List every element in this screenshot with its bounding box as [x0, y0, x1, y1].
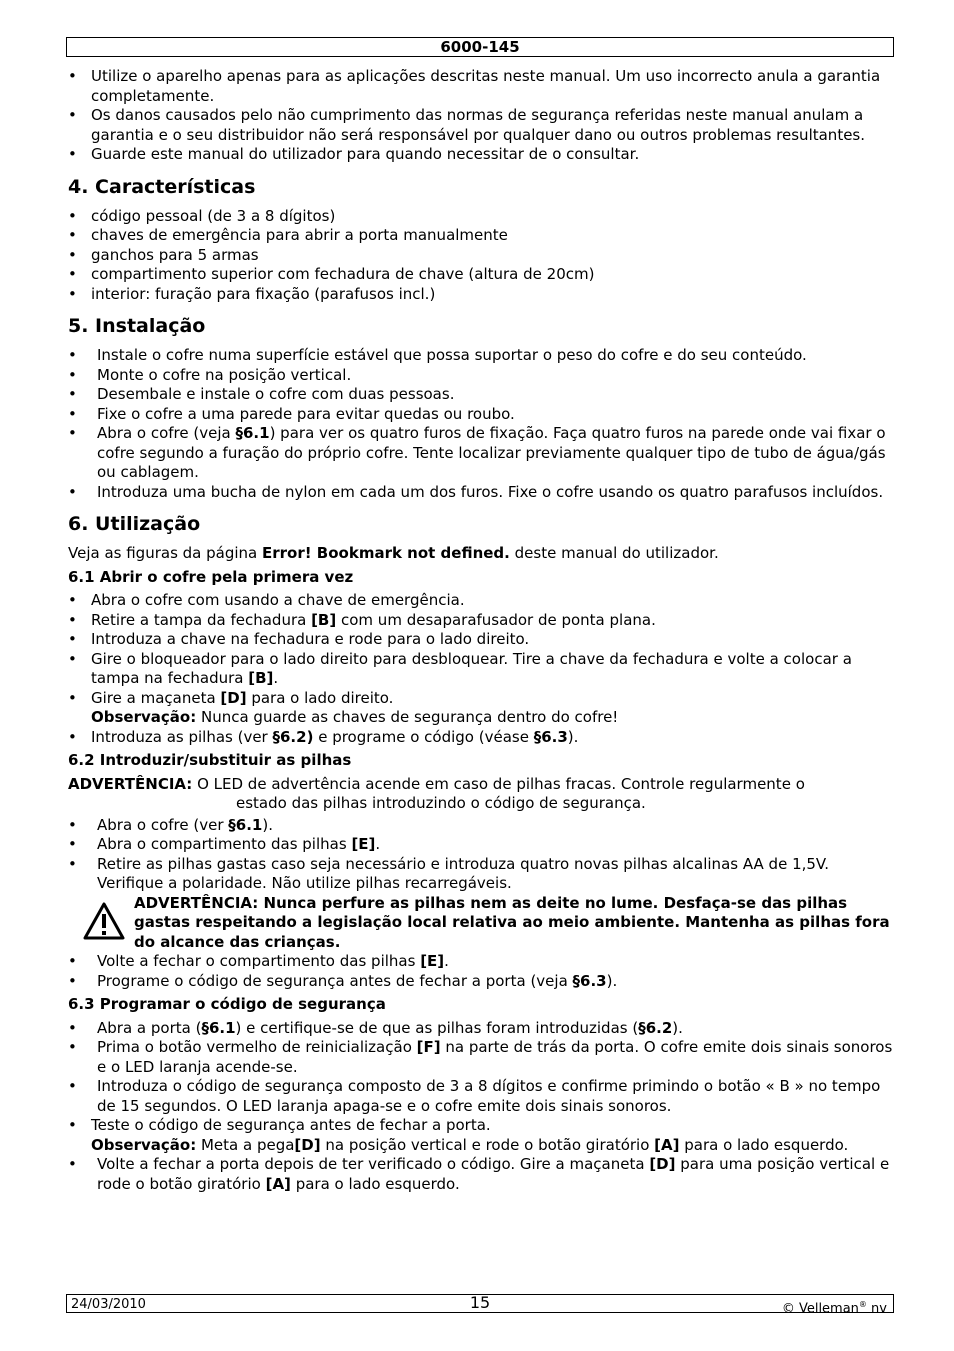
product-code: 6000-145 — [440, 38, 520, 56]
list-item: • Gire a maçaneta [D] para o lado direito. Observação: Nunca guarde as chaves de segurança dentro do cofre! — [68, 689, 896, 728]
list-item: • compartimento superior com fechadura de chave (altura de 20cm) — [68, 265, 896, 285]
subsection-6-1-title: 6.1 Abrir o cofre pela primera vez — [68, 567, 354, 586]
warning-triangle-icon — [83, 902, 125, 940]
list-item: • Abra o compartimento das pilhas [E]. — [68, 835, 896, 855]
footer-date: 24/03/2010 — [71, 1297, 146, 1312]
list-item: • Monte o cofre na posição vertical. — [68, 366, 896, 386]
list-item: • interior: furação para fixação (parafusos incl.) — [68, 285, 896, 305]
section-5-title: 5. Instalação — [68, 315, 206, 337]
program-code-list — [68, 1019, 896, 1117]
list-item: • Volte a fechar o compartimento das pilhas [E]. — [68, 952, 896, 972]
list-item: • Instale o cofre numa superfície estável que possa suportar o peso do cofre e do seu conteúdo. — [68, 346, 896, 366]
batteries-list-continued — [68, 952, 896, 991]
program-code-list-close — [68, 1155, 896, 1194]
installation-list — [68, 346, 896, 502]
document-footer — [66, 1293, 894, 1317]
document-header — [66, 37, 894, 57]
list-item: • Abra a porta (§6.1) e certifique-se de que as pilhas foram introduzidas (§6.2). — [68, 1019, 896, 1039]
note: Observação: Meta a pega[D] na posição vertical e rode o botão giratório [A] para o lado esquerdo. — [91, 1135, 849, 1154]
list-item: • Gire o bloqueador para o lado direito para desbloquear. Tire a chave da fechadura e volte a colocar a tampa na fechadura [B]. — [68, 650, 896, 689]
list-item: • Introduza o código de segurança composto de 3 a 8 dígitos e confirme primindo o botão « B » no tempo de 15 segundos. O LED laranja apaga-se e o cofre emite dois sinais sonoros. — [68, 1077, 896, 1116]
subsection-6-2-title: 6.2 Introduzir/substituir as pilhas — [68, 751, 352, 769]
list-item: • Programe o código de segurança antes de fechar a porta (veja §6.3). — [68, 972, 896, 992]
subsection-6-3-title: 6.3 Programar o código de segurança — [68, 995, 386, 1013]
list-item: • Introduza uma bucha de nylon em cada um dos furos. Fixe o cofre usando os quatro parafusos incluídos. — [68, 483, 896, 503]
program-code-list-test — [68, 1116, 896, 1155]
page-content — [68, 67, 896, 1194]
list-item: • Utilize o aparelho apenas para as aplicações descritas neste manual. Um uso incorrecto anula a garantia completamente. — [68, 67, 896, 106]
features-list — [68, 207, 896, 305]
list-item: • Retire a tampa da fechadura [B] com um desaparafusador de ponta plana. — [68, 611, 896, 631]
list-item: • Guarde este manual do utilizador para quando necessitar de o consultar. — [68, 145, 896, 165]
list-item: • Introduza a chave na fechadura e rode para o lado direito. — [68, 630, 896, 650]
open-safe-list — [68, 591, 896, 747]
led-warning: ADVERTÊNCIA: O LED de advertência acende em caso de pilhas fracas. Controle regularmente o estado das pilhas introduzindo o código de segurança. — [68, 774, 805, 812]
section-4-title: 4. Características — [68, 175, 256, 198]
list-item: • Abra o cofre (ver §6.1). — [68, 816, 896, 836]
list-item: • Introduza as pilhas (ver §6.2) e programe o código (véase §6.3). — [68, 728, 896, 748]
list-item: • chaves de emergência para abrir a porta manualmente — [68, 226, 896, 246]
list-item: • Retire as pilhas gastas caso seja necessário e introduza quatro novas pilhas alcalinas AA de 1,5V. Verifique a polaridade. Não utilize pilhas recarregáveis. — [68, 855, 896, 894]
section-6-intro: Veja as figuras da página Error! Bookmark not defined. deste manual do utilizador. — [68, 544, 719, 562]
list-item: • Teste o código de segurança antes de fechar a porta. Observação: Meta a pega[D] na posição vertical e rode o botão giratório [A] para o lado esquerdo. — [68, 1116, 896, 1155]
battery-danger-warning: ADVERTÊNCIA: Nunca perfure as pilhas nem as deite no lume. Desfaça-se das pilhas gastas respeitando a legislação local relativa ao meio ambiente. Mantenha as pilhas fora do alcance das crianças. — [68, 894, 896, 953]
list-item: • Prima o botão vermelho de reinicialização [F] na parte de trás da porta. O cofre emite dois sinais sonoros e o LED laranja acende-se. — [68, 1038, 896, 1077]
footer-copyright: © Velleman® nv — [781, 1300, 887, 1317]
list-item: • Abra o cofre com usando a chave de emergência. — [68, 591, 896, 611]
list-item: • Os danos causados pelo não cumprimento das normas de segurança referidas neste manual anulam a garantia e o seu distribuidor não será responsável por qualquer dano ou outros problemas resultantes. — [68, 106, 896, 145]
list-item: • Abra o cofre (veja §6.1) para ver os quatro furos de fixação. Faça quatro furos na parede onde vai fixar o cofre segundo a furação do próprio cofre. Tente localizar previamente qualquer tipo de tubo de água/gás ou cablagem. — [68, 424, 896, 483]
list-item: • Volte a fechar a porta depois de ter verificado o código. Gire a maçaneta [D] para uma posição vertical e rode o botão giratório [A] para o lado esquerdo. — [68, 1155, 896, 1194]
intro-list — [68, 67, 896, 165]
list-item: • código pessoal (de 3 a 8 dígitos) — [68, 207, 896, 227]
list-item: • Desembale e instale o cofre com duas pessoas. — [68, 385, 896, 405]
note: Observação: Nunca guarde as chaves de segurança dentro do cofre! — [91, 708, 619, 726]
list-item: • ganchos para 5 armas — [68, 246, 896, 266]
batteries-list — [68, 816, 896, 894]
list-item: • Fixe o cofre a uma parede para evitar quedas ou roubo. — [68, 405, 896, 425]
section-6-title: 6. Utilização — [68, 513, 201, 535]
page-number: 15 — [469, 1293, 491, 1312]
